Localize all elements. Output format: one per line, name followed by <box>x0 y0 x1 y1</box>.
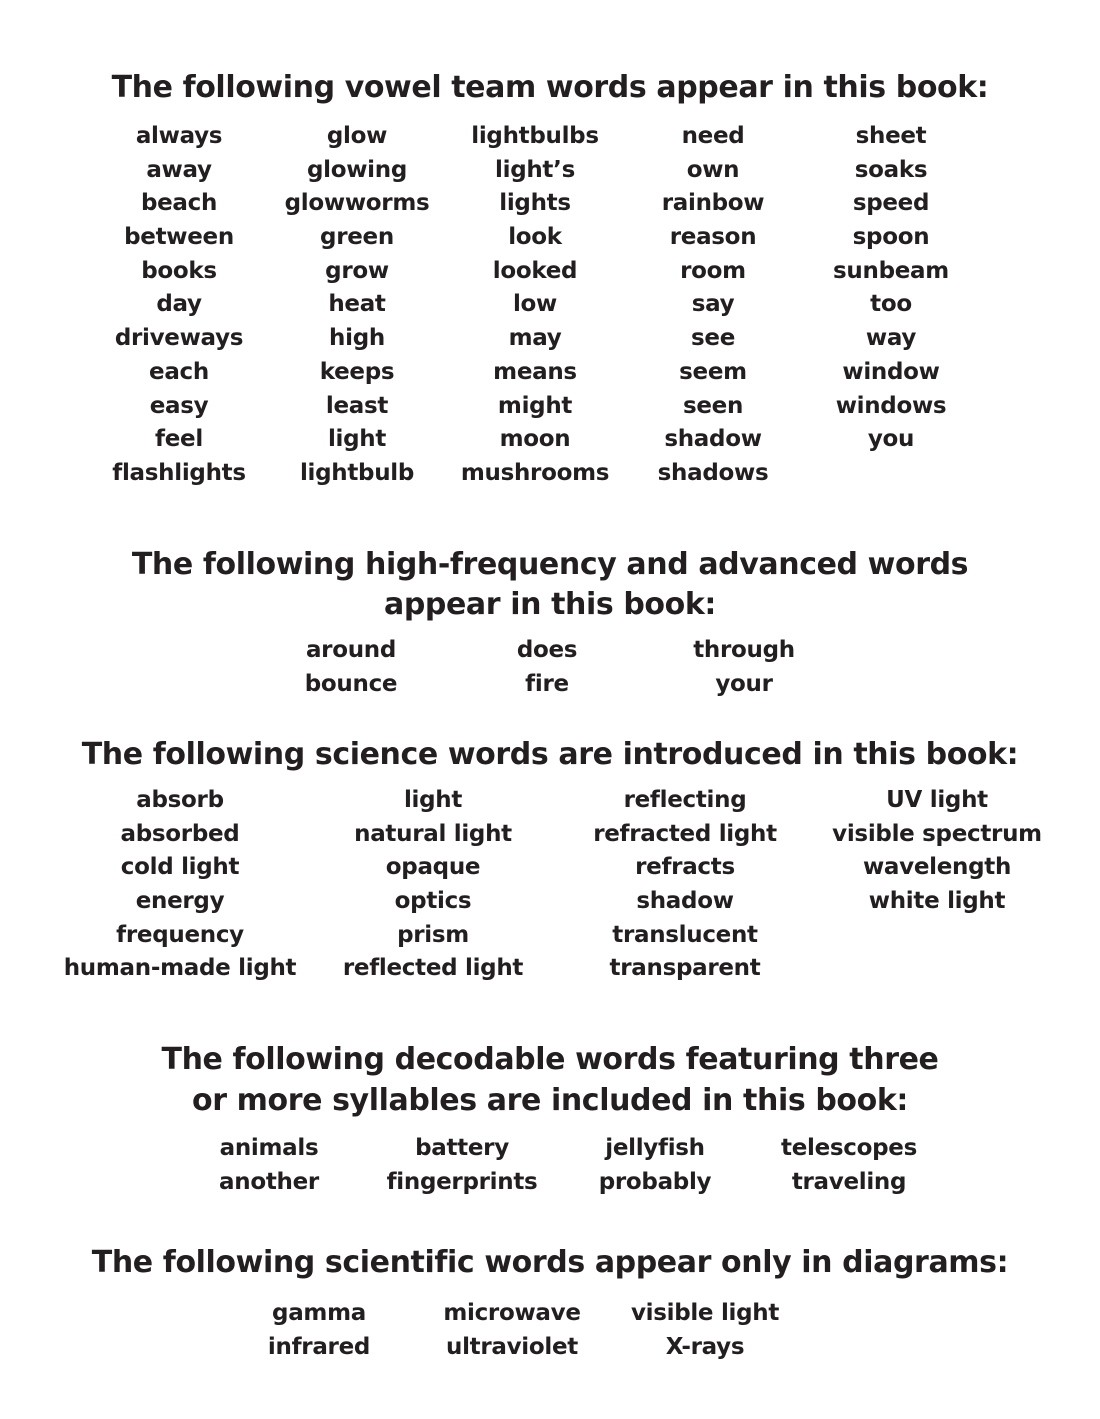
word-column <box>580 1297 830 1364</box>
word-item: window <box>842 358 940 385</box>
heading-diagram-words: The following scientific words appear only in diagrams: <box>91 1245 1009 1280</box>
word-item: mushrooms <box>460 459 610 486</box>
word-item: day <box>156 291 202 318</box>
word-item: transparent <box>609 955 761 982</box>
word-item: around <box>305 637 397 663</box>
word-item: light <box>327 426 387 453</box>
word-column <box>55 784 305 986</box>
word-item: battery <box>415 1135 509 1161</box>
word-item: own <box>686 156 740 183</box>
word-item: means <box>493 358 577 385</box>
word-item: heat <box>328 291 386 318</box>
word-item: another <box>219 1168 319 1195</box>
word-column <box>308 784 558 986</box>
word-item: reason <box>669 224 757 251</box>
word-item: cold light <box>120 854 240 881</box>
word-item: human-made light <box>63 955 297 982</box>
word-item: seen <box>682 392 744 419</box>
word-item: visible light <box>630 1300 780 1326</box>
word-item: room <box>680 257 746 284</box>
word-item: looked <box>492 257 578 284</box>
word-item: soaks <box>854 156 928 183</box>
word-item: fingerprints <box>386 1168 538 1195</box>
word-item: flashlights <box>112 459 246 486</box>
word-item: spoon <box>852 224 930 251</box>
word-item: seem <box>679 358 747 385</box>
word-item: visible spectrum <box>832 820 1042 847</box>
word-item: speed <box>852 190 930 217</box>
word-item: grow <box>325 257 389 284</box>
word-item: need <box>681 123 745 149</box>
word-item: bounce <box>304 670 398 697</box>
word-item: might <box>497 392 573 419</box>
word-item: books <box>141 257 217 284</box>
word-item: UV light <box>886 787 988 813</box>
word-item: shadows <box>657 459 769 486</box>
word-item: animals <box>219 1135 319 1161</box>
heading-high-frequency-words-line-2: appear in this book: <box>383 587 717 622</box>
word-item: see <box>691 325 735 352</box>
heading-high-frequency-words-line-1: The following high-frequency and advanced words <box>131 547 969 582</box>
word-item: X-rays <box>665 1333 745 1360</box>
word-item: each <box>149 358 209 385</box>
word-item: probably <box>598 1168 712 1195</box>
word-item: rainbow <box>661 190 765 217</box>
heading-decodable-words-line-1: The following decodable words featuring three <box>161 1042 939 1077</box>
word-item: glowworms <box>284 190 430 217</box>
word-item: refracts <box>635 854 735 881</box>
word-column <box>812 784 1062 919</box>
word-column <box>766 120 1016 457</box>
word-item: traveling <box>791 1168 907 1195</box>
word-item: wavelength <box>862 854 1012 881</box>
word-item: may <box>508 325 562 352</box>
word-item: green <box>320 224 394 251</box>
word-item: optics <box>394 888 472 915</box>
word-item: easy <box>149 392 209 419</box>
word-item: your <box>715 670 773 697</box>
word-item: moon <box>499 426 571 453</box>
word-column <box>560 784 810 986</box>
word-item: feel <box>155 426 203 453</box>
word-column <box>724 1132 974 1199</box>
word-item: way <box>865 325 917 352</box>
word-item: gamma <box>272 1300 366 1326</box>
word-item: absorbed <box>120 820 240 847</box>
word-item: reflecting <box>623 787 747 813</box>
word-item: shadow <box>664 426 762 453</box>
word-item: translucent <box>612 921 758 948</box>
word-item: driveways <box>114 325 244 352</box>
heading-decodable-words-line-2: or more syllables are included in this book: <box>192 1083 908 1118</box>
word-item: infrared <box>267 1333 371 1360</box>
word-item: light’s <box>495 156 575 183</box>
word-item: say <box>691 291 735 318</box>
word-item: energy <box>135 888 225 915</box>
word-item: sheet <box>855 123 927 149</box>
word-item: fire <box>525 670 569 697</box>
word-item: telescopes <box>781 1135 917 1161</box>
word-item: opaque <box>385 854 481 881</box>
word-item: does <box>516 637 578 663</box>
word-item: ultraviolet <box>446 1333 578 1360</box>
word-item: away <box>146 156 212 183</box>
word-item: you <box>867 426 915 453</box>
word-item: low <box>512 291 558 318</box>
word-item: beach <box>140 190 218 217</box>
word-item: microwave <box>443 1300 581 1326</box>
word-item: white light <box>868 888 1006 915</box>
word-item: shadow <box>636 888 734 915</box>
heading-science-words: The following science words are introduced in this book: <box>81 737 1019 772</box>
word-item: absorb <box>136 787 224 813</box>
word-item: least <box>325 392 389 419</box>
word-item: frequency <box>116 921 244 948</box>
word-item: refracted light <box>593 820 777 847</box>
word-item: too <box>870 291 912 318</box>
word-item: lightbulb <box>299 459 415 486</box>
word-item: high <box>329 325 385 352</box>
heading-vowel-team-words: The following vowel team words appear in this book: <box>111 70 989 105</box>
word-item: between <box>124 224 234 251</box>
word-item: through <box>693 637 795 663</box>
word-item: lightbulbs <box>471 123 599 149</box>
word-item: prism <box>397 921 469 948</box>
word-item: always <box>135 123 223 149</box>
word-item: reflected light <box>342 955 524 982</box>
word-item: jellyfish <box>605 1135 705 1161</box>
word-item: glow <box>326 123 388 149</box>
word-item: sunbeam <box>833 257 949 284</box>
word-item: windows <box>835 392 947 419</box>
word-item: keeps <box>319 358 395 385</box>
word-item: natural light <box>354 820 512 847</box>
word-item: look <box>508 224 562 251</box>
word-item: light <box>403 787 463 813</box>
word-item: lights <box>499 190 571 217</box>
word-item: glowing <box>306 156 408 183</box>
word-column <box>619 634 869 701</box>
